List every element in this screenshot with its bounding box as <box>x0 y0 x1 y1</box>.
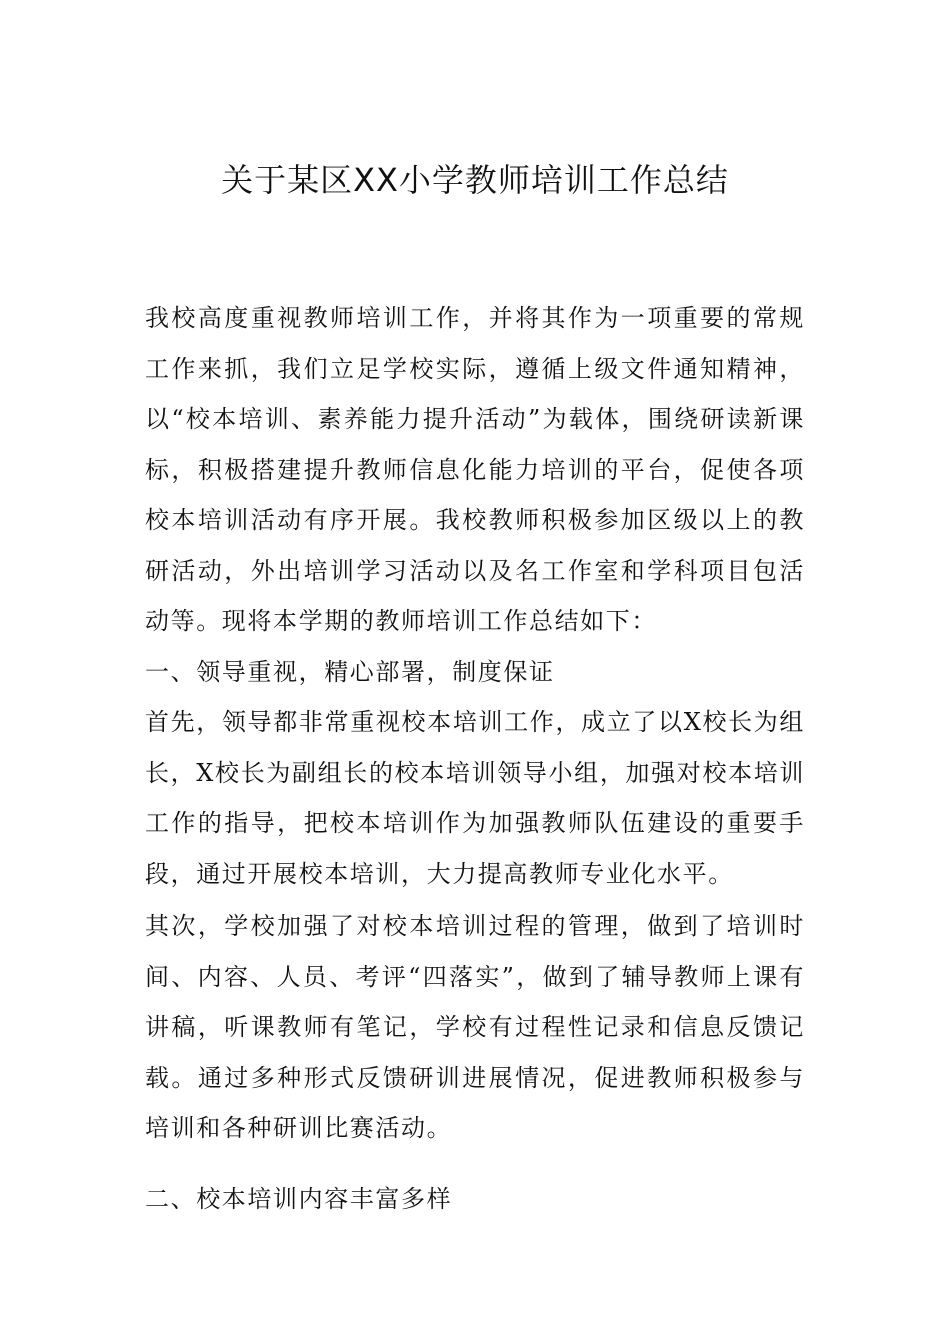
document-body <box>145 293 805 1224</box>
intro-paragraph: 我校高度重视教师培训工作，并将其作为一项重要的常规工作来抓，我们立足学校实际，遵循上级文件通知精神，以“校本培训、素养能力提升活动”为载体，围绕研读新课标，积极搭建提升教师信息化能力培训的平台，促使各项校本培训活动有序开展。我校教师积极参加区级以上的教研活动，外出培训学习活动以及名工作室和学科项目包活动等。现将本学期的教师培训工作总结如下： <box>145 304 805 635</box>
section-2-heading: 二、校本培训内容丰富多样 <box>145 1184 453 1213</box>
document-title: 关于某区XX小学教师培训工作总结 <box>221 161 729 199</box>
section-1-paragraph-1: 首先，领导都非常重视校本培训工作，成立了以X校长为组长，X校长为副组长的校本培训领导小组，加强对校本培训工作的指导，把校本培训作为加强教师队伍建设的重要手段，通过开展校本培训，大力提高教师专业化水平。 <box>145 708 805 888</box>
section-1-heading: 一、领导重视，精心部署，制度保证 <box>145 657 555 686</box>
section-1-paragraph-2: 其次，学校加强了对校本培训过程的管理，做到了培训时间、内容、人员、考评“四落实”，做到了辅导教师上课有讲稿，听课教师有笔记，学校有过程性记录和信息反馈记载。通过多种形式反馈研训进展情况，促进教师积极参与培训和各种研训比赛活动。 <box>145 912 805 1142</box>
